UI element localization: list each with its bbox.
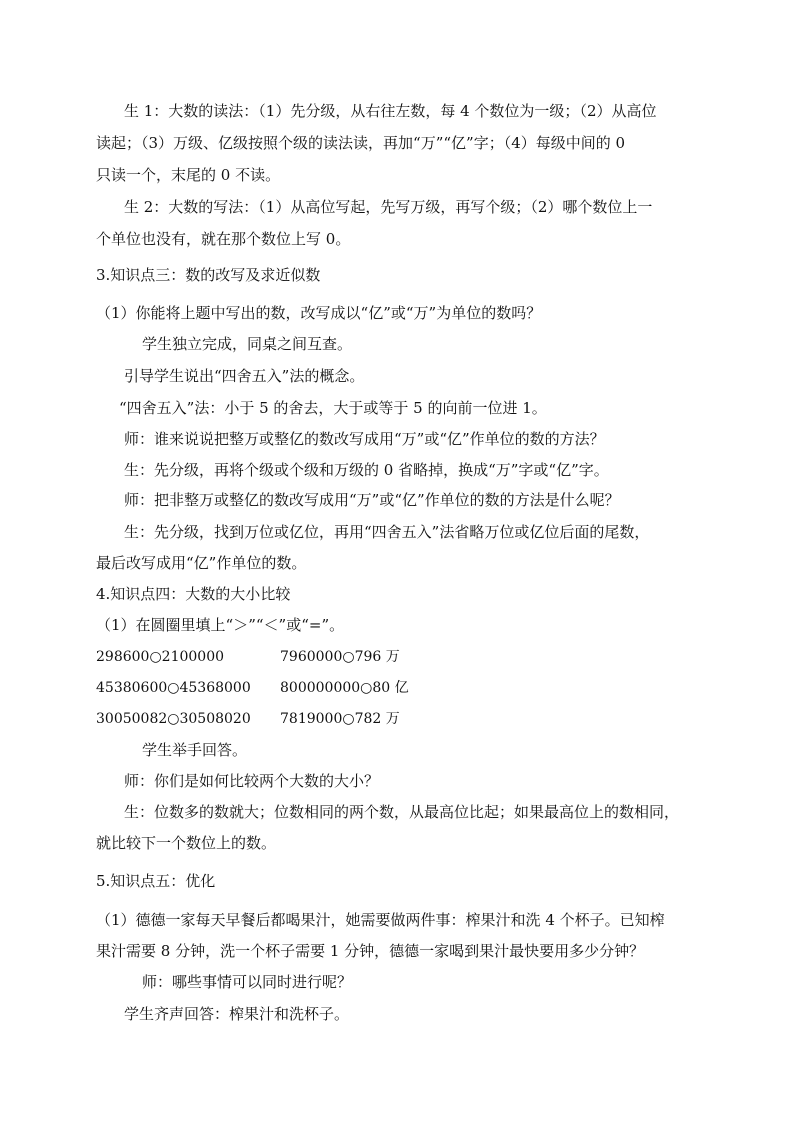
question: （1）德德一家每天早餐后都喝果汁，她需要做两件事：榨果汁和洗 4 个杯子。已知榨	[96, 911, 665, 929]
text-line: 生 1：大数的读法：（1）先分级，从右往左数，每 4 个数位为一级；（2）从高位	[124, 102, 657, 120]
text-line: 个单位也没有，就在那个数位上写 0。	[96, 230, 351, 248]
comparison-item: 45380600○45368000	[96, 680, 251, 696]
question: 果汁需要 8 分钟，洗一个杯子需要 1 分钟，德德一家喝到果汁最快要用多少分钟？	[96, 942, 645, 960]
comparison-item: 30050082○30508020	[96, 711, 251, 727]
text-line: “四舍五入”法：小于 5 的舍去，大于或等于 5 的向前一位进 1。	[119, 399, 547, 417]
comparison-item: 7819000○782 万	[280, 711, 400, 727]
text-line: 就比较下一个数位上的数。	[96, 834, 277, 852]
text-line: 师：把非整万或整亿的数改写成用“万”或“亿”作单位的数的方法是什么呢？	[124, 491, 620, 509]
text-line: 生：先分级，找到万位或亿位，再用“四舍五入”法省略万位或亿位后面的尾数，	[124, 523, 650, 541]
section-heading: 5.知识点五：优化	[96, 872, 216, 890]
text-line: 生：位数多的数就大；位数相同的两个数，从最高位比起；如果最高位上的数相同，	[124, 803, 680, 821]
text-line: 只读一个，末尾的 0 不读。	[96, 166, 281, 184]
text-line: 读起；（3）万级、亿级按照个级的读法读，再加“万”“亿”字；（4）每级中间的 0	[96, 134, 626, 152]
text-line: 生 2：大数的写法：（1）从高位写起，先写万级，再写个级；（2）哪个数位上一	[124, 198, 653, 216]
text-line: 师：哪些事情可以同时进行呢？	[142, 973, 353, 991]
question: （1）你能将上题中写出的数，改写成以“亿”或“万”为单位的数吗？	[96, 304, 542, 322]
text-line: 师：谁来说说把整万或整亿的数改写成用“万”或“亿”作单位的数的方法？	[124, 430, 605, 448]
text-line: 学生齐声回答：榨果汁和洗杯子。	[124, 1005, 350, 1023]
comparison-item: 800000000○80 亿	[280, 680, 409, 696]
text-line: 师：你们是如何比较两个大数的大小？	[124, 772, 380, 790]
section-heading: 4.知识点四：大数的大小比较	[96, 585, 291, 603]
text-line: 学生举手回答。	[142, 741, 248, 759]
comparison-item: 7960000○796 万	[280, 649, 400, 665]
question: （1）在圆圈里填上“＞”“＜”或“=”。	[96, 616, 345, 634]
text-line: 生：先分级，再将个级或个级和万级的 0 省略掉，换成“万”字或“亿”字。	[124, 461, 609, 479]
text-line: 学生独立完成，同桌之间互查。	[142, 335, 353, 353]
section-heading: 3.知识点三：数的改写及求近似数	[96, 266, 321, 284]
text-line: 引导学生说出“四舍五入”法的概念。	[124, 367, 365, 385]
text-line: 最后改写成用“亿”作单位的数。	[96, 554, 307, 572]
comparison-item: 298600○2100000	[96, 649, 225, 665]
